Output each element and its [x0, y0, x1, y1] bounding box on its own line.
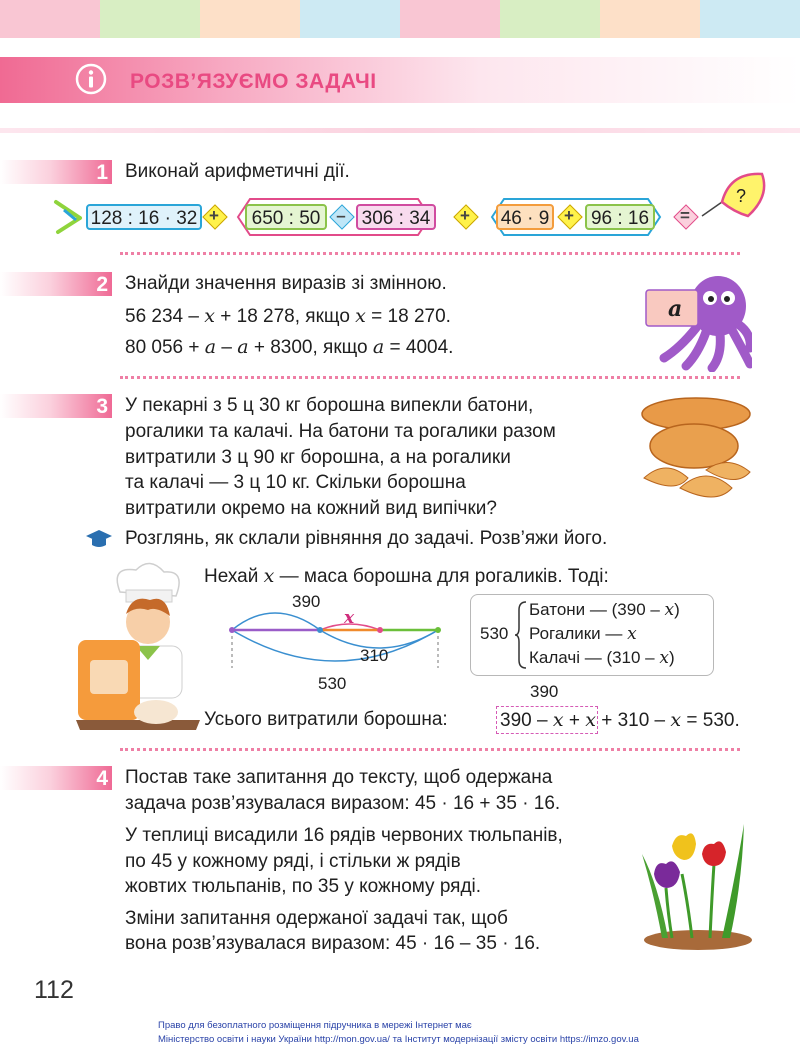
info-icon: [75, 63, 107, 95]
curly-brace: [514, 600, 528, 670]
page-number: 112: [34, 976, 74, 1004]
dotted-separator: [120, 252, 740, 255]
hint-text: Розглянь, як склали рівняння до задачі. Розв’яжи його.: [125, 528, 608, 549]
chain-box-4: 46 · 9: [496, 204, 554, 230]
task3-line: витратили окремо на кожний вид випічки?: [125, 498, 497, 519]
task2-text: Знайди значення виразів зі змінною.: [125, 273, 447, 294]
chain-box-3: 306 : 34: [356, 204, 436, 230]
chain-box-1: 128 : 16 · 32: [86, 204, 202, 230]
task4-line: Постав таке запитання до тексту, щоб одержана: [125, 767, 553, 788]
stripe-segment: [400, 0, 500, 38]
task4-line: по 45 у кожному ряді, і стільки ж рядів: [125, 851, 461, 872]
header-separator: [0, 128, 800, 133]
stripe-segment: [500, 0, 600, 38]
operator-label: +: [564, 206, 574, 225]
stripe-segment: [300, 0, 400, 38]
task-number-tab: 2: [0, 272, 112, 296]
task3-line: та калачі — 3 ц 10 кг. Скільки борошна: [125, 472, 466, 493]
string-end-icon: [50, 196, 90, 240]
tulips-illustration: [632, 814, 752, 954]
octopus-illustration: [640, 268, 752, 372]
total-equation-label: Усього витратили борошна:: [204, 709, 448, 730]
operator-label: +: [460, 206, 470, 225]
system-row-3: Калачі — (310 – x): [529, 648, 675, 668]
stripe-segment: [200, 0, 300, 38]
task4-line: задача розв’язувалася виразом: 45 · 16 + 35 · 16.: [125, 793, 561, 814]
task4-line: Зміни запитання одержаної задачі так, щоб: [125, 908, 508, 929]
task3-line: рогалики та калачі. На батони та рогалики разом: [125, 421, 556, 442]
footer-line-1: Право для безоплатного розміщення підручника в мережі Інтернет має: [158, 1020, 472, 1031]
task1-text: Виконай арифметичні дії.: [125, 161, 350, 182]
system-row-1: Батони — (390 – x): [529, 600, 680, 620]
stripe-segment: [100, 0, 200, 38]
operator-label: +: [209, 206, 219, 225]
let-statement: Нехай x — маса борошна для рогаликів. Тоді:: [204, 565, 609, 587]
task3-line: У пекарні з 5 ц 30 кг борошна випекли батони,: [125, 395, 534, 416]
task4-line: вона розв’язувалася виразом: 45 · 16 – 35 · 16.: [125, 933, 541, 954]
section-title: РОЗВ’ЯЗУЄМО ЗАДАЧІ: [130, 70, 377, 93]
chef-illustration: [76, 560, 200, 730]
stripe-segment: [0, 0, 100, 38]
stripe-segment: [700, 0, 800, 38]
task2-expression-2: 80 056 + a – a + 8300, якщо a = 4004.: [125, 336, 454, 358]
stripe-segment: [600, 0, 700, 38]
task-number-tab: 3: [0, 394, 112, 418]
task2-expression-1: 56 234 – x + 18 278, якщо x = 18 270.: [125, 305, 451, 327]
dotted-separator: [120, 748, 740, 751]
diagram-label-x: x: [344, 608, 355, 628]
diagram-label-right: 310: [360, 646, 389, 665]
task4-line: У теплиці висадили 16 рядів червоних тюльпанів,: [125, 825, 563, 846]
dotted-separator: [120, 376, 740, 379]
card-letter: a: [668, 296, 683, 322]
task-number-tab: 1: [0, 160, 112, 184]
grouped-value-label: 390: [530, 682, 559, 701]
kite-question: ?: [736, 186, 747, 206]
system-row-2: Рогалики — x: [529, 624, 637, 644]
graduation-cap-icon: [84, 529, 114, 549]
task3-line: витратили 3 ц 90 кг борошна, а на рогалики: [125, 447, 511, 468]
bakery-illustration: [636, 394, 752, 514]
operator-label: –: [336, 206, 346, 225]
chain-box-2: 650 : 50: [245, 204, 327, 230]
section-header-bar: [0, 57, 800, 103]
total-equation: 390 – x + x + 310 – x = 530.: [500, 709, 740, 731]
task4-line: жовтих тюльпанів, по 35 у кожному ряді.: [125, 876, 482, 897]
system-total: 530: [480, 624, 509, 643]
top-color-stripe: [0, 0, 800, 38]
footer-line-2: Міністерство освіти і науки України http://mon.gov.ua/ та Інститут модернізації змісту освіти https://imzo.gov.ua: [158, 1034, 639, 1045]
task-number-tab: 4: [0, 766, 112, 790]
diagram-label-top: 390: [292, 592, 321, 611]
chain-box-5: 96 : 16: [585, 204, 655, 230]
diagram-label-bottom: 530: [318, 674, 347, 693]
operator-label: =: [680, 206, 690, 225]
